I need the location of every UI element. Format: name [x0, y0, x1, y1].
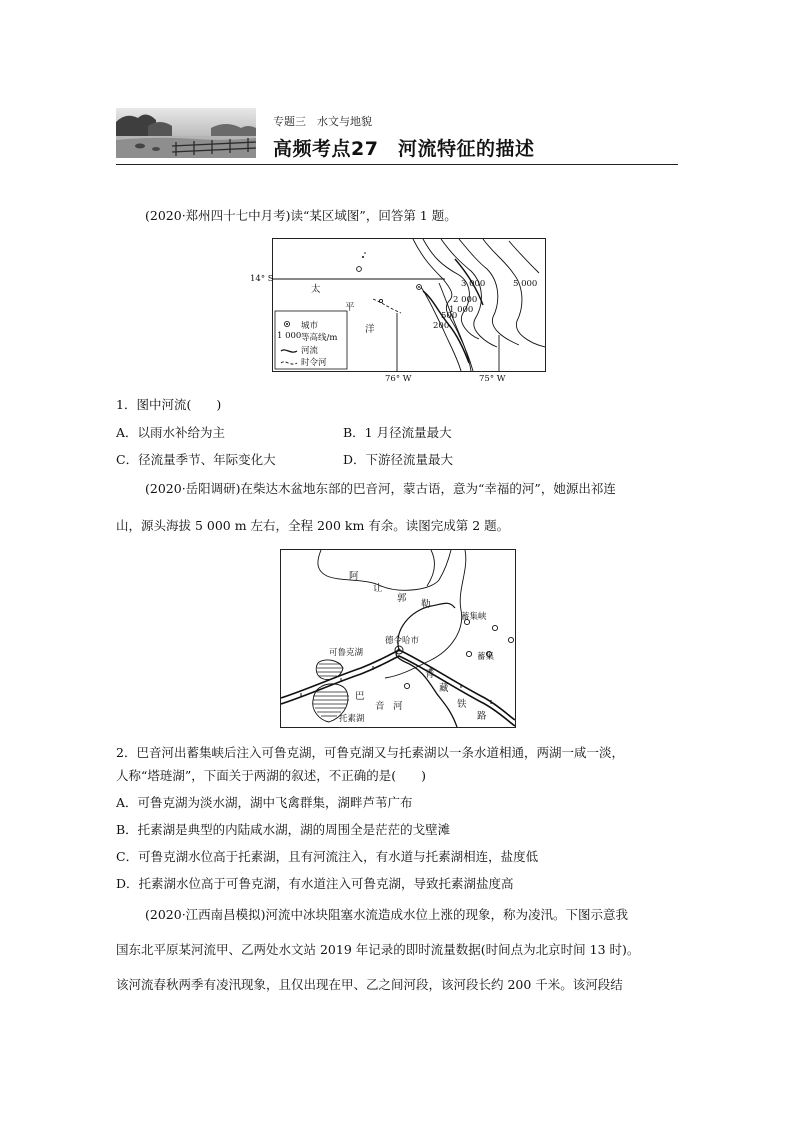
map2-label-xuji: 蓄集: [477, 652, 495, 662]
map2-label-qing: 青: [425, 669, 435, 680]
legend-city-label: 城市: [301, 321, 319, 331]
page-title: 高频考点27 河流特征的描述: [273, 138, 535, 160]
map2-label-le: 勒: [421, 599, 431, 610]
q1-option-c: C．径流量季节、年际变化大: [116, 452, 276, 467]
legend-contour-label: 等高线/m: [301, 333, 338, 343]
legend-seasonal-river-label: 时令河: [301, 358, 327, 368]
longitude-label-76w: 76° W: [385, 374, 412, 384]
map2-label-he: 河: [393, 701, 403, 712]
intro-question-3-line-3: 该河流春秋两季有凌汛现象，且仅出现在甲、乙之间河段，该河段长约 200 千米。该河段结: [116, 977, 623, 992]
q1-option-d: D．下游径流量最大: [343, 452, 454, 467]
q2-stem-line-2: 人称“塔琏湖”，下面关于两湖的叙述，不正确的是( ): [116, 768, 427, 783]
map2-label-keluke-lake: 可鲁克湖: [329, 648, 364, 658]
q2-option-a: A．可鲁克湖为淡水湖，湖中飞禽群集，湖畔芦苇广布: [116, 795, 413, 810]
q1-option-a: A．以雨水补给为主: [116, 425, 226, 440]
longitude-label-75w: 75° W: [479, 374, 506, 384]
ocean-char-1: 太: [311, 284, 321, 295]
map2-label-rang: 让: [373, 583, 383, 594]
map2-label-zang: 藏: [439, 683, 449, 694]
contour-label-500: 500: [441, 311, 458, 321]
series-label: 专题三 水文与地貌: [273, 115, 372, 128]
intro-question-3-line-2: 国东北平原某河流甲、乙两处水文站 2019 年记录的即时流量数据(时间点为北京时间 13 时)。: [116, 942, 640, 957]
q2-stem-line-1: 2．巴音河出蓄集峡后注入可鲁克湖，可鲁克湖又与托素湖以一条水道相通，两湖一咸一淡，: [116, 745, 624, 760]
q2-option-b: B．托素湖是典型的内陆咸水湖，湖的周围全是茫茫的戈壁滩: [116, 822, 451, 837]
intro-question-2-line-2: 山，源头海拔 5 000 m 左右，全程 200 km 有余。读图完成第 2 题。: [116, 518, 510, 533]
contour-label-5000: 5 000: [513, 279, 538, 289]
bayin-river-map: [280, 549, 516, 728]
contour-label-3000: 3 000: [461, 279, 486, 289]
ocean-char-2: 平: [345, 302, 355, 313]
map2-label-yin: 音: [375, 701, 385, 712]
intro-question-3-line-1: (2020·江西南昌模拟)河流中冰块阻塞水流造成水位上涨的现象，称为凌汛。下图示意我: [145, 907, 629, 922]
q2-option-d: D．托素湖水位高于可鲁克湖，有水道注入可鲁克湖，导致托素湖盐度高: [116, 876, 514, 891]
map2-label-guo: 郭: [397, 593, 407, 604]
ocean-char-3: 洋: [365, 324, 375, 335]
map2-label-a: 阿: [349, 571, 359, 582]
map2-label-xuji-gorge: 蓄集峡: [461, 612, 487, 622]
map2-label-ba: 巴: [355, 691, 365, 702]
legend-river-label: 河流: [301, 346, 319, 356]
map2-label-tie: 铁: [457, 699, 467, 710]
map2-label-delingha: 德令哈市: [385, 636, 420, 646]
q1-stem: 1．图中河流( ): [116, 397, 222, 412]
map2-label-tuosu-lake: 托素湖: [339, 714, 365, 724]
peru-region-map: [250, 238, 546, 384]
contour-label-1000: 1 000: [449, 305, 474, 315]
header-rule: [116, 164, 678, 165]
contour-label-2000: 2 000: [453, 295, 478, 305]
legend-contour-sample: 1 000: [277, 331, 302, 341]
q2-option-c: C．可鲁克湖水位高于托素湖，且有河流注入，有水道与托素湖相连，盐度低: [116, 849, 539, 864]
intro-question-1: (2020·郑州四十七中月考)读“某区域图”，回答第 1 题。: [145, 208, 457, 223]
contour-label-200: 200: [433, 321, 450, 331]
q1-option-b: B．1 月径流量最大: [343, 425, 452, 440]
header-landscape-photo: [116, 108, 256, 158]
map2-label-lu: 路: [477, 711, 487, 722]
intro-question-2-line-1: (2020·岳阳调研)在柴达木盆地东部的巴音河，蒙古语，意为“幸福的河”，她源出祁连: [145, 481, 616, 496]
latitude-label: 14° S: [250, 274, 274, 284]
